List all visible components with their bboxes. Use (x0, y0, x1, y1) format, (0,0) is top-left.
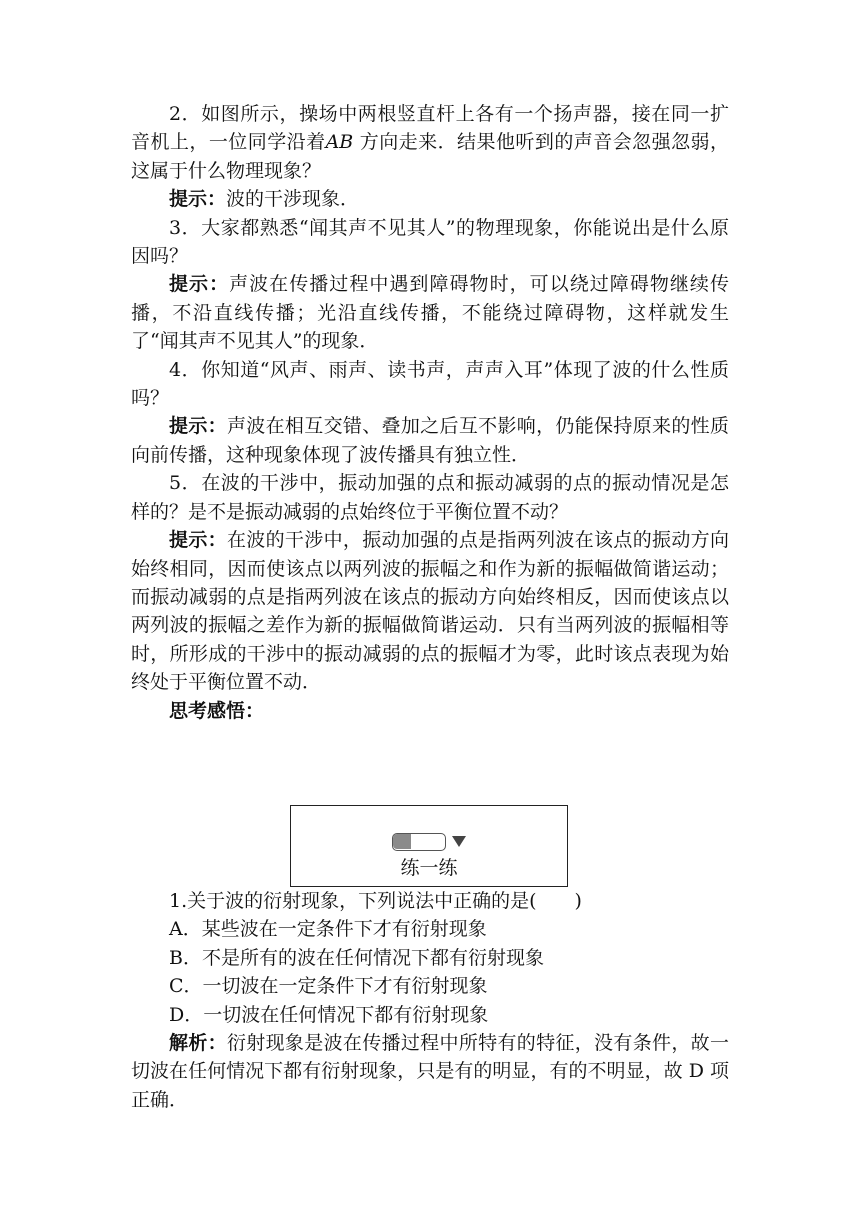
question-4: 4．你知道“风声、雨声、读书声，声声入耳”体现了波的什么性质吗？ (131, 358, 729, 410)
answer-4 (131, 412, 729, 469)
question-2-text: 2．如图所示，操场中两根竖直杆上各有一个扬声器，接在同一扩音机上，一位同学沿着 (131, 103, 729, 154)
hint-label: 提示： (169, 529, 227, 552)
question-3: 3．大家都熟悉“闻其声不见其人”的物理现象，你能说出是什么原因吗？ (131, 216, 729, 268)
analysis-label: 解析： (169, 1031, 227, 1054)
answer-2-text: 波的干涉现象． (226, 188, 360, 211)
spacer (131, 725, 729, 805)
hint-label: 提示： (169, 273, 230, 296)
question-5: 5．在波的干涉中，振动加强的点和振动减弱的点的振动情况是怎样的？是不是振动减弱的点始终位于平衡位置不动？ (131, 472, 729, 523)
document-body (131, 100, 729, 1114)
answer-2 (131, 185, 729, 213)
toggle-switch-icon[interactable] (392, 833, 446, 851)
toggle-knob (393, 834, 411, 849)
question-2-text-rest: 方向走来．结果他听到的声音会忽强忽弱，这属于什么物理现象？ (131, 131, 729, 182)
option-b: B．不是所有的波在任何情况下都有衍射现象 (169, 946, 544, 969)
answer-4-text: 声波在相互交错、叠加之后互不影响，仍能保持原来的性质向前传播，这种现象体现了波传播具有独立性． (131, 415, 729, 466)
answer-3 (131, 270, 729, 355)
analysis-text: 衍射现象是波在传播过程中所特有的特征，没有条件，故一切波在任何情况下都有衍射现象，只是有的明显，有的不明显，故 D 项正确． (131, 1031, 729, 1111)
reflection-heading (131, 697, 729, 725)
question-2 (131, 100, 729, 185)
dropdown-triangle-icon[interactable] (452, 836, 466, 847)
option-a: A．某些波在一定条件下才有衍射现象 (169, 918, 487, 941)
practice-section-box (290, 805, 568, 887)
practice-question-1: 1.关于波的衍射现象，下列说法中正确的是( ) (169, 889, 582, 912)
answer-5-text: 在波的干涉中，振动加强的点是指两列波在该点的振动方向始终相同，因而使该点以两列波的振幅之和作为新的振幅做简谐运动；而振动减弱的点是指两列波在该点的振动方向始终相反，因而使该点以两列波的振幅之差作为新的振幅做简谐运动．只有当两列波的振幅相等时，所形成的干涉中的振动减弱的点的振幅才为零，此时该点表现为始终处于平衡位置不动． (131, 529, 729, 694)
answer-3-text: 声波在传播过程中遇到障碍物时，可以绕过障碍物继续传播，不沿直线传播；光沿直线传播，不能绕过障碍物，这样就发生了“闻其声不见其人”的现象． (131, 273, 729, 353)
option-d: D．一切波在任何情况下都有衍射现象 (169, 1003, 489, 1026)
analysis (131, 1029, 729, 1114)
option-c: C．一切波在一定条件下才有衍射现象 (169, 975, 488, 998)
question-2-ab: AB (325, 131, 354, 154)
reflection-label: 思考感悟： (169, 699, 265, 722)
practice-toggle-row[interactable] (291, 833, 567, 851)
hint-label: 提示： (169, 188, 227, 211)
answer-5 (131, 526, 729, 696)
practice-title: 练一练 (400, 856, 458, 879)
hint-label: 提示： (169, 415, 227, 438)
